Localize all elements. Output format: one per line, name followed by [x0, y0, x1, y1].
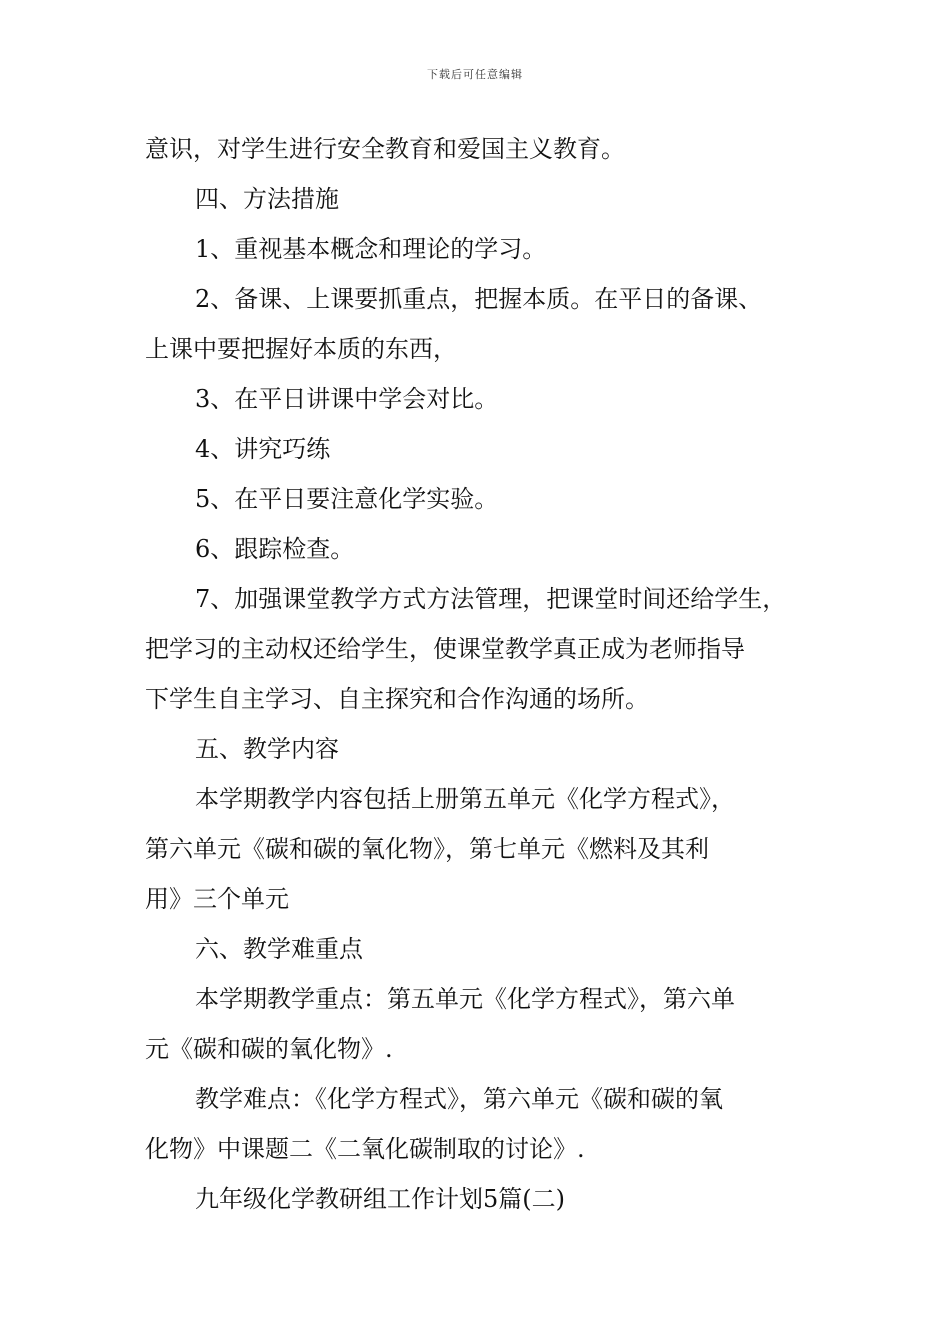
text-line: 5、在平日要注意化学实验。 — [195, 485, 499, 513]
text-line: 2、备课、上课要抓重点，把握本质。在平日的备课、 — [195, 285, 763, 313]
text-line: 上课中要把握好本质的东西， — [145, 335, 457, 363]
text-line: 第六单元《碳和碳的氧化物》，第七单元《燃料及其利 — [145, 835, 709, 863]
text-line: 本学期教学重点：第五单元《化学方程式》，第六单 — [195, 985, 735, 1013]
text-line: 6、跟踪检查。 — [195, 535, 355, 563]
text-line: 把学习的主动权还给学生，使课堂教学真正成为老师指导 — [145, 635, 745, 663]
text-line: 四、方法措施 — [195, 185, 339, 213]
page-header: 下载后可任意编辑 — [427, 68, 523, 81]
text-line: 意识，对学生进行安全教育和爱国主义教育。 — [145, 135, 625, 163]
text-line: 7、加强课堂教学方式方法管理，把课堂时间还给学生， — [195, 585, 787, 613]
text-line: 元《碳和碳的氧化物》. — [145, 1035, 393, 1063]
text-line: 本学期教学内容包括上册第五单元《化学方程式》， — [195, 785, 735, 813]
text-line: 用》三个单元 — [145, 885, 289, 913]
text-line: 五、教学内容 — [195, 735, 339, 763]
text-line: 化物》中课题二《二氧化碳制取的讨论》. — [145, 1135, 585, 1163]
document-body — [145, 124, 810, 1224]
text-line: 3、在平日讲课中学会对比。 — [195, 385, 499, 413]
text-line: 下学生自主学习、自主探究和合作沟通的场所。 — [145, 685, 649, 713]
text-line: 教学难点：《化学方程式》，第六单元《碳和碳的氧 — [195, 1085, 723, 1113]
text-line: 1、重视基本概念和理论的学习。 — [195, 235, 547, 263]
text-line: 六、教学难重点 — [195, 935, 363, 963]
text-line: 九年级化学教研组工作计划5篇(二) — [195, 1185, 565, 1213]
text-line: 4、讲究巧练 — [195, 435, 331, 463]
